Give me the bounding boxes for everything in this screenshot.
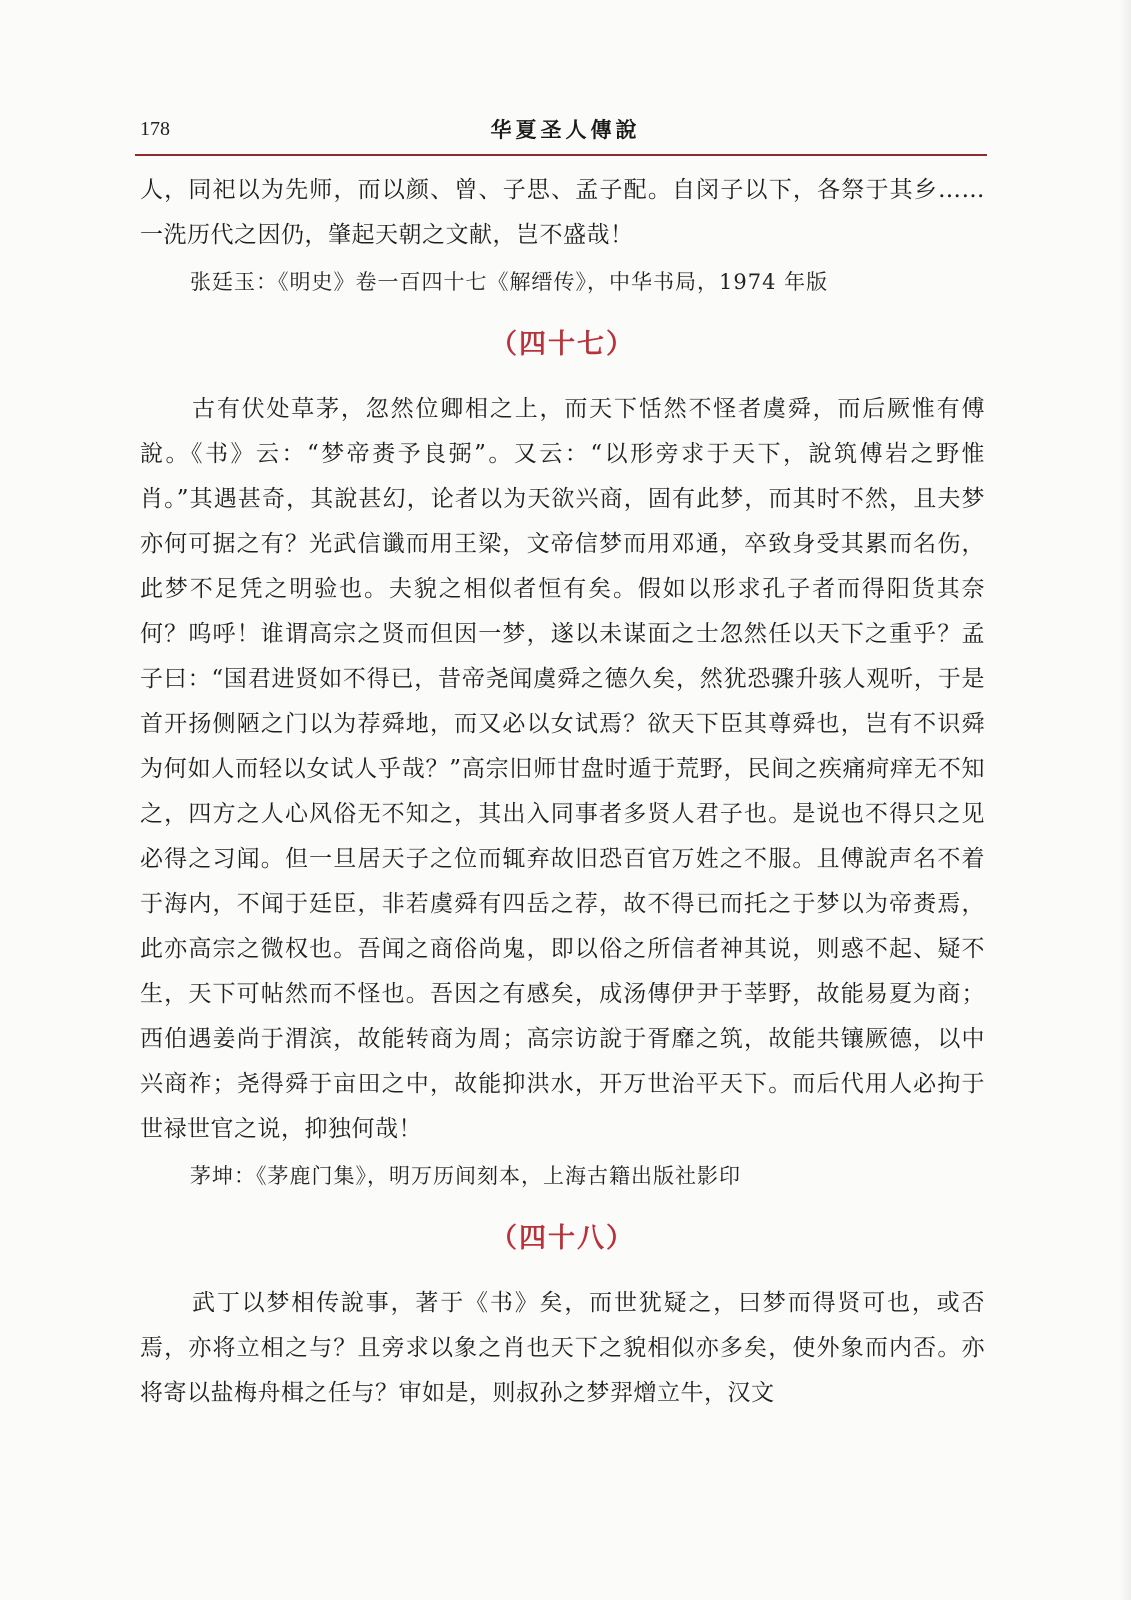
source-citation-maolumenji: 茅坤：《茅鹿门集》，明万历间刻本，上海古籍出版社影印 [190, 1164, 741, 1188]
source-citation-mingshi: 张廷玉：《明史》卷一百四十七《解缙传》，中华书局，1974 年版 [190, 270, 829, 294]
paragraph-section-48: 武丁以梦相传說事，著于《书》矣，而世犹疑之，曰梦而得贤可也，或否焉，亦将立相之与？且旁求以象之肖也天下之貌相似亦多矣，使外象而内否。亦将寄以盐梅舟楫之任与？审如是，则叔孙之梦羿熷立牛，汉文 [140, 1290, 985, 1406]
paragraph-continued: 人，同祀以为先师，而以颜、曾、子思、孟子配。自闵子以下，各祭于其乡……一洗历代之因仍，肇起天朝之文献，岂不盛哉！ [140, 177, 985, 248]
page-body [140, 168, 985, 1416]
header-rule [135, 154, 987, 156]
page-edge-shadow [1119, 0, 1131, 1600]
section-heading-47: （四十七） [490, 329, 635, 360]
page-number: 178 [140, 118, 170, 140]
paragraph-section-47: 古有伏处草茅，忽然位卿相之上，而天下恬然不怪者虞舜，而后厥惟有傅說。《书》云：“梦帝赉予良弼”。又云：“以形旁求于天下，說筑傅岩之野惟肖。”其遇甚奇，其說甚幻，论者以为天欲兴商，固有此梦，而其时不然，且夫梦亦何可据之有？光武信谶而用王梁，文帝信梦而用邓通，卒致身受其累而名伤，此梦不足凭之明验也。夫貌之相似者恒有矣。假如以形求孔子者而得阳货其奈何？呜呼！谁谓高宗之贤而但因一梦，遂以未谋面之士忽然任以天下之重乎？孟子曰：“国君进贤如不得已，昔帝尧闻虞舜之德久矣，然犹恐骤升骇人观听，于是首开扬侧陋之门以为荐舜地，而又必以女试焉？欲天下臣其尊舜也，岂有不识舜为何如人而轻以女试人乎哉？”高宗旧师甘盘时遁于荒野，民间之疾痛疴痒无不知之，四方之人心风俗无不知之，其出入同事者多贤人君子也。是说也不得只之见必得之习闻。但一旦居天子之位而辄弃故旧恐百官万姓之不服。且傅說声名不着于海内，不闻于廷臣，非若虞舜有四岳之荐，故不得已而托之于梦以为帝赉焉，此亦高宗之微权也。吾闻之商俗尚鬼，即以俗之所信者神其说，则惑不起、疑不生，天下可帖然而不怪也。吾因之有感矣，成汤傳伊尹于莘野，故能易夏为商；西伯遇姜尚于渭滨，故能转商为周；高宗访說于胥靡之筑，故能共镶厥德，以中兴商祚；尧得舜于亩田之中，故能抑洪水，开万世治平天下。而后代用人必拘于世禄世官之说，抑独何哉！ [140, 396, 985, 1142]
running-title: 华夏圣人傳說 [490, 117, 641, 142]
section-heading-48: （四十八） [490, 1223, 635, 1254]
